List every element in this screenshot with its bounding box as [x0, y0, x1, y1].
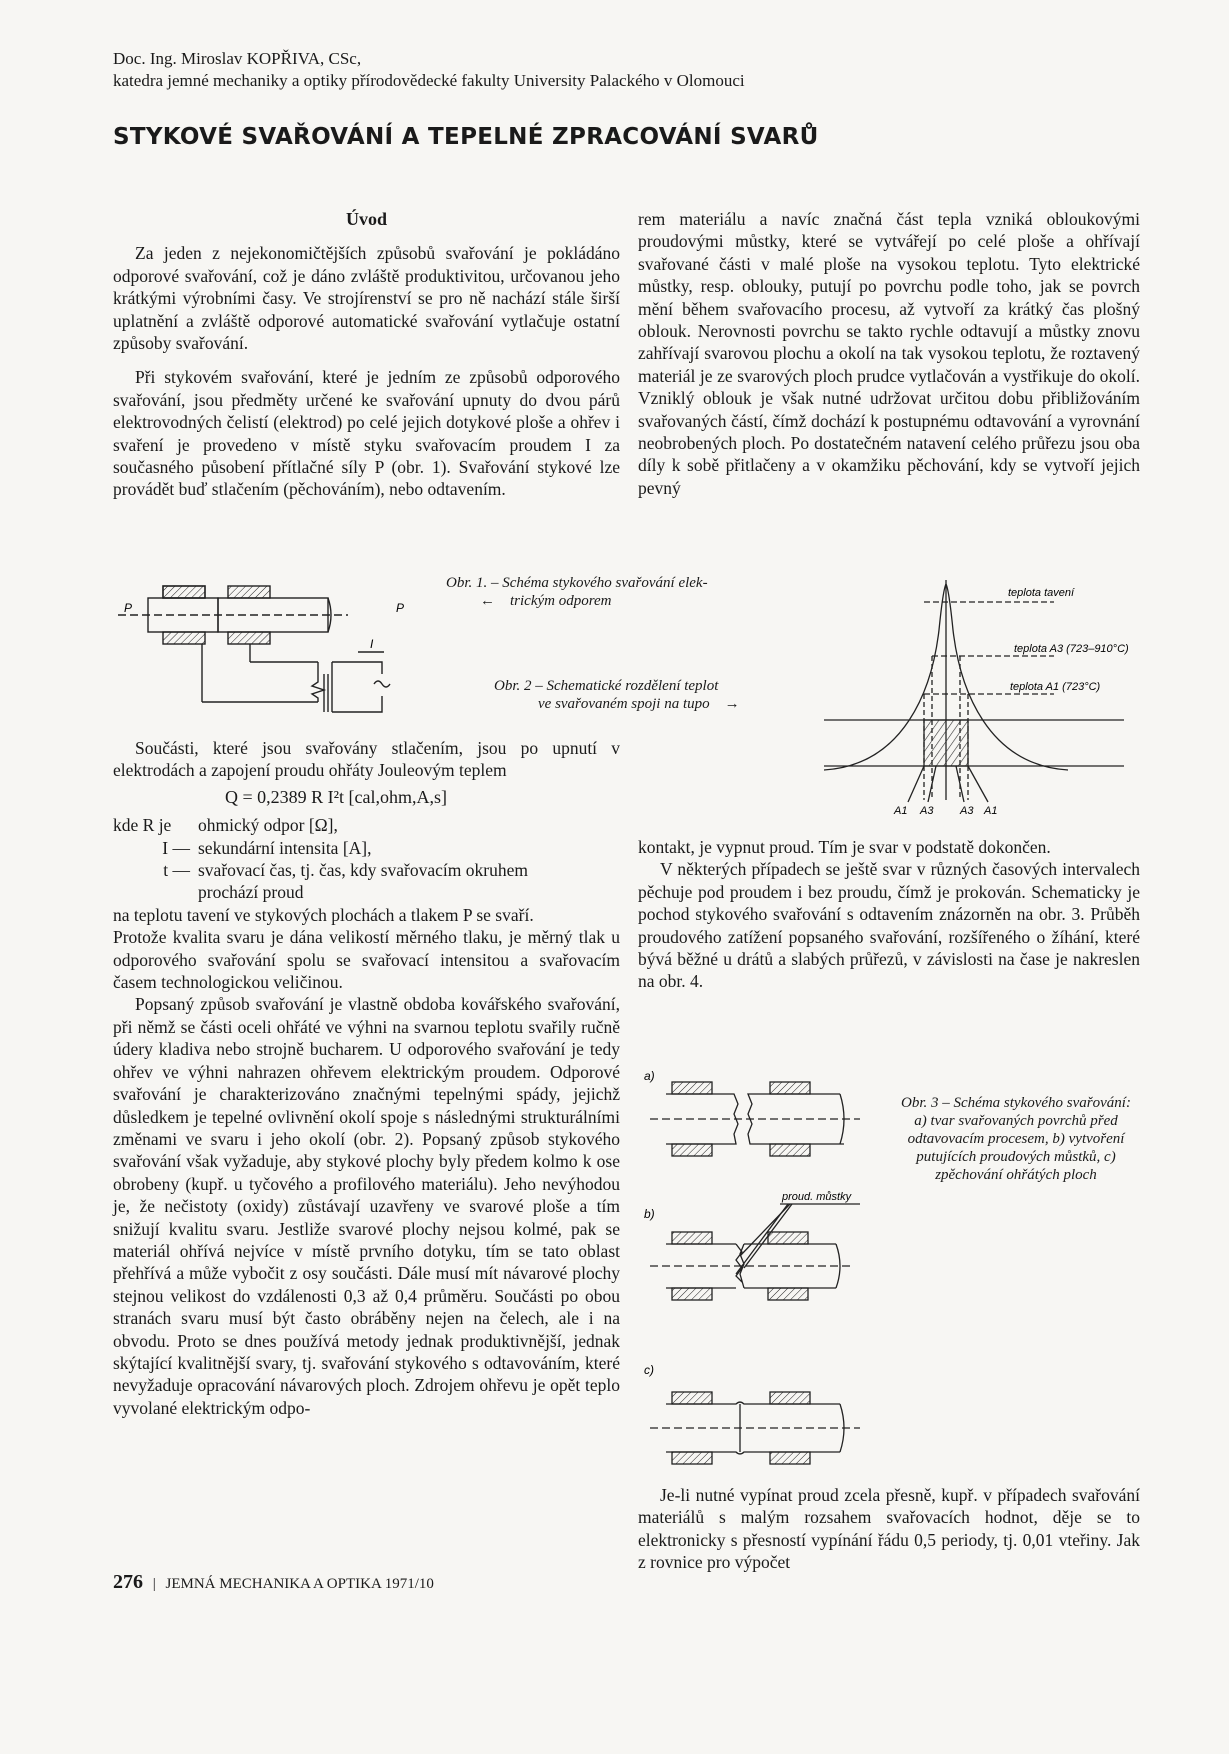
definition-text: svařovací čas, tj. čas, kdy svařovacím okruhem [198, 860, 528, 881]
footer-separator: | [152, 1576, 156, 1592]
paragraph: Protože kvalita svaru je dána velikostí měrného tlaku, je měrný tlak u odporového svařování spolu se svařovací intensitou a svařovacím časem technologickou veličinou. [113, 927, 620, 993]
right-column-top [638, 208, 1140, 499]
author-name: Doc. Ing. Miroslav KOPŘIVA, CSc, [113, 49, 362, 68]
figure-2-caption [494, 677, 794, 713]
caption-line [494, 695, 794, 713]
paragraph: V některých případech se ještě svar v různých časových intervalech pěchuje pod proudem i bez proudu, čímž je prokován. Schematicky je pochod stykového svařování s odtavením znázorněn na obr. 3. Průběh proudového zatížení popsaného svařování, rozšířeného o žíhání, které bývá běžné u drátů a slabých průřezů, v závislosti na čase je nakreslen na obr. 4. [638, 859, 1140, 992]
definition-text: ohmický odpor [Ω], [198, 815, 338, 836]
symbol-definitions [113, 814, 620, 904]
caption-arrow: ← [480, 593, 495, 609]
figure-2-diagram [824, 570, 1140, 820]
paragraph: Při stykovém svařování, které je jedním ze způsobů odporového svařování, jsou předměty určené ke svařování upnuty do dvou párů elektrovodných čelistí (elektrod) po celé jejich dotykové ploše a ohřev i svaření je provedeno v místě styku svařovacím proudem I za současného působení přítlačné síly P (obr. 1). Svařování stykové lze provádět buď stlačením (pěchováním), nebo odtavením. [113, 367, 620, 500]
subfigure-label-a: a) [644, 1069, 655, 1083]
definition-text: sekundární intensita [A], [198, 837, 372, 858]
a1-temp-label: teplota A1 (723°C) [1010, 681, 1101, 693]
zone-label: A3 [960, 805, 974, 817]
journal-name: JEMNÁ MECHANIKA A OPTIKA 1971/10 [165, 1576, 434, 1592]
subfigure-label-c: c) [644, 1363, 654, 1377]
caption-line: Obr. 1. – Schéma stykového svařování elek- [446, 575, 708, 591]
subfigure-label-b: b) [644, 1207, 655, 1221]
definition-text: prochází proud [198, 882, 304, 903]
paragraph: Součásti, které jsou svařovány stlačením, jsou po upnutí v elektrodách a zapojení proudu ohřáty Jouleovým teplem [113, 738, 620, 781]
paragraph: rem materiálu a navíc značná část tepla vzniká obloukovými proudovými můstky, které se vytvářejí po celé ploše a ohřívají svařované části v malé ploše na vysokou teplotu. Tyto elektrické můstky, resp. oblouky, putují po povrchu podle toho, jak se povrch mění během svařovacího procesu, až vytvoří za krátký čas plošný oblouk. Nerovnosti povrchu se takto rychle odtavují a můstky znovu zahřívají svarovou plochu a okolí na tak vysokou teplotu, že roztavený materiál je ze svarových ploch prudce vytlačován a vystřikuje do okolí. Vzniklý oblouk je však nutné udržovat určitou dobu přibližováním svařovaných částí, čímž dochází k postupnému odtavování a vyrovnání neobrobených ploch. Po dostatečném natavení celého průřezu jsou oba díly k sobě přitlačeny a v okamžiku pěchování, kdy se vytvoří jejich pevný [638, 209, 1140, 498]
caption-text: ve svařovaném spoji na tupo [538, 696, 710, 712]
page-footer [113, 1571, 434, 1594]
right-column-bottom [638, 1484, 1140, 1574]
page-number: 276 [113, 1571, 143, 1593]
left-column-top [113, 208, 620, 501]
paragraph: kontakt, je vypnut proud. Tím je svar v podstatě dokončen. [638, 837, 1051, 857]
paragraph: Popsaný způsob svařování je vlastně obdoba kovářského svařování, při němž se části oceli ohřáté ve výhni na svarnou teplotu svařily ručně údery kladiva nebo strojně bucharem. U odporového svařování je tedy ohřev ve výhni nahrazen ohřevem elektrickým proudem. Odporové svařování je charakterizováno značnými tepelnými spády, jejichž důsledkem je tepelné ovlivnění okolí spoje s následnými strukturálními změnami ve svaru i jeho okolí (obr. 2). Popsaný způsob stykového svařování však vyžaduje, aby stykové plochy byly předem kolmo k ose obrobeny (kupř. u tyčového a profilového materiálu). Jeho nevýhodou je, že nečistoty (oxidy) zůstávají uzavřeny ve svarové ploše a tím snižují kvalitu svaru. Jestliže svarové plochy nejsou kolmé, pak se materiál ohřívá nejvíce v místě prvního dotyku, tím se tato oblast přehřívá a může vybočit z osy součásti. Dále musí mít návarové plochy stejnou velikost do vzdálenosti 0,3 až 0,4 průměru. Součásti po obou stranách svaru musí být často obráběny nejen na čelech, ale i na obvodu. Proto se dnes používá metody jednak produktivnější, jednak skýtající kvalitnější svary, tj. svařování stykového s odtavováním, které nevyžaduje opracování návarových ploch. Zdrojem ohřevu je opět teplo vyvolané elektrickým odpo- [113, 994, 620, 1418]
zone-label: A1 [894, 805, 908, 817]
definition-symbol: t — [163, 860, 190, 881]
figure-3-diagram [640, 1068, 880, 1468]
caption-text: trickým odporem [510, 593, 612, 609]
definition-symbol: I — [162, 837, 190, 858]
paragraph: Je-li nutné vypínat proud zcela přesně, kupř. v případech svařování materiálů s malým rozsahem svařovacích hodnot, děje se to elektronicky s přesností vypínání řádu 0,5 periody, tj. 0,01 vteřiny. Jak z rovnice pro výpočet [638, 1485, 1140, 1573]
joule-formula: Q = 0,2389 R I²t [cal,ohm,A,s] [225, 786, 448, 807]
figure-3-caption: Obr. 3 – Schéma stykového svařování: a) tvar svařovaných povrchů před odtavovacím procesem, b) vytvoření putujících proudových můstků, c) zpěchování ohřátých ploch [901, 1095, 1131, 1183]
caption-line: Obr. 2 – Schematické rozdělení teplot [494, 678, 719, 694]
force-label-right: P [396, 601, 405, 615]
melt-temp-label: teplota tavení [1008, 587, 1075, 599]
paragraph: na teplotu tavení ve stykových plochách a tlakem P se svaří. [113, 904, 534, 925]
paragraph: Za jeden z nejekonomičtějších způsobů svařování je pokládáno odporové svařování, což je dáno zvláště produktivitou, určovanou jeho krátkými výrobními časy. Ve strojírenství se pro ně nachází stále širší uplatnění a zvláště odporové automatické svařování vytlačuje ostatní způsoby svařování. [113, 243, 620, 354]
zone-label: A3 [920, 805, 934, 817]
intro-heading: Úvod [345, 209, 387, 229]
left-column-mid [113, 737, 620, 1419]
definition-symbol: kde R je [113, 815, 172, 836]
author-block [113, 48, 745, 92]
author-affiliation: katedra jemné mechaniky a optiky přírodovědecké fakulty University Palackého v Olomouci [113, 71, 745, 90]
a3-temp-label: teplota A3 (723–910°C) [1014, 643, 1129, 655]
current-label: I [370, 637, 374, 651]
bridges-label: proud. můstky [782, 1191, 852, 1203]
zone-label: A1 [984, 805, 998, 817]
caption-line [446, 592, 806, 610]
figure-1-caption [446, 574, 806, 610]
article-title: STYKOVÉ SVAŘOVÁNÍ A TEPELNÉ ZPRACOVÁNÍ SVARŮ [113, 124, 819, 150]
force-label-left: P [124, 601, 133, 615]
right-column-mid [638, 836, 1140, 993]
figure-1-diagram [118, 572, 440, 722]
caption-arrow: → [724, 696, 740, 712]
